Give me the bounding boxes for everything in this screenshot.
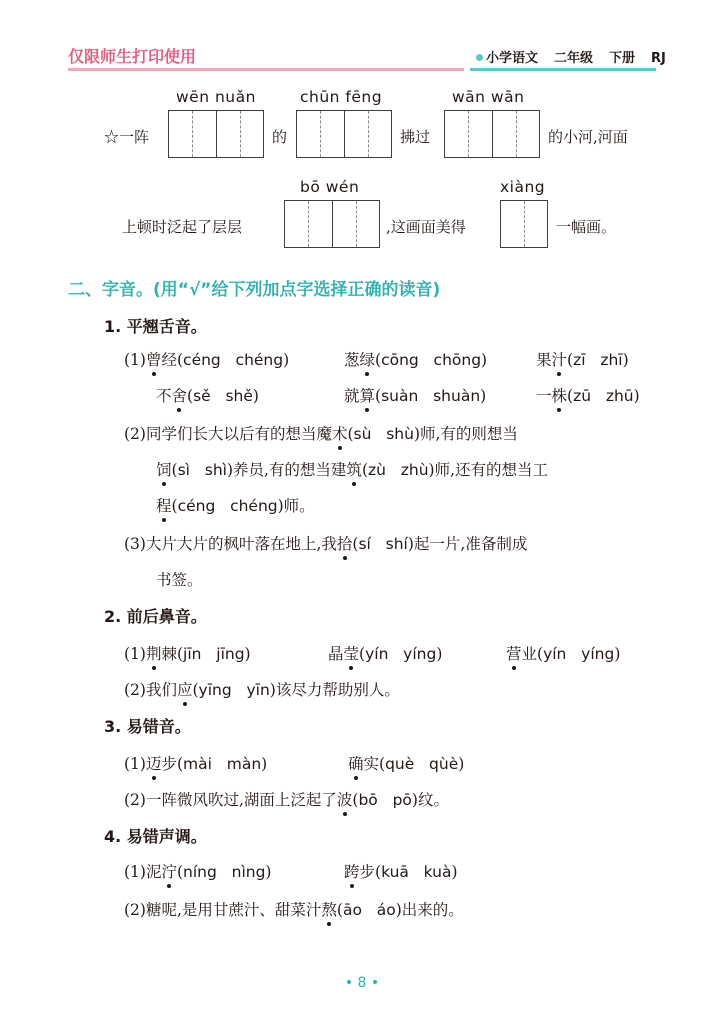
pinyin-choice[interactable]: zū zhū <box>573 387 634 405</box>
pinyin-choice[interactable]: sù shù <box>353 425 414 443</box>
sub4-item-1: (1)泥泞(níng nìng) <box>124 860 271 882</box>
pinyin-choice[interactable]: sí shí <box>358 535 408 553</box>
sub1-item-8: (3)大片大片的枫叶落在地上,我拾(sí shí)起一片,准备制成 <box>124 532 527 554</box>
header-grade: 二年级 <box>554 51 594 66</box>
sub1-item-3: 果汁(zī zhī) <box>536 348 629 370</box>
pinyin-choice[interactable]: suàn shuàn <box>381 387 481 405</box>
dotted-char: 迈 <box>146 752 162 774</box>
sub2-item-1: (1)荆棘(jīn jīng) <box>124 642 251 664</box>
sentence-part-5: 上顿时泛起了层层 <box>122 218 243 236</box>
dotted-char: 程 <box>156 494 172 516</box>
pinyin-choice[interactable]: céng chéng <box>177 497 278 515</box>
header-volume: 下册 <box>609 51 636 66</box>
pinyin-choice[interactable]: jīn jīng <box>183 645 245 663</box>
writing-grid-4[interactable] <box>284 200 380 248</box>
dotted-char: 应 <box>177 678 193 700</box>
sub3-title: 3. 易错音。 <box>104 717 191 736</box>
dotted-char: 舍 <box>172 384 188 406</box>
section-heading: 二、字音。(用“√”给下列加点字选择正确的读音) <box>68 280 441 300</box>
sub1-item-4: 不舍(sě shě) <box>156 384 259 406</box>
sub3-item-3: (2)一阵微风吹过,湖面上泛起了波(bō pō)纹。 <box>124 788 449 810</box>
header-title: 仅限师生打印使用 <box>68 47 197 66</box>
dotted-char: 确 <box>348 752 364 774</box>
dotted-char: 汁 <box>552 348 568 370</box>
dotted-char: 波 <box>337 788 353 810</box>
sub3-item-1: (1)迈步(mài màn) <box>124 752 267 774</box>
dotted-char: 曾 <box>146 348 162 370</box>
teal-dot-icon <box>476 54 483 61</box>
header-rule-pink <box>68 68 464 71</box>
dotted-char: 荆 <box>146 642 162 664</box>
pinyin-choice[interactable]: yín yíng <box>543 645 615 663</box>
pinyin-choice[interactable]: sì shì <box>177 461 227 479</box>
header-edition: RJ <box>651 51 666 66</box>
pinyin-choice[interactable]: níng nìng <box>183 863 266 881</box>
sub1-item-5: 就算(suàn shuàn) <box>344 384 486 406</box>
pinyin-wen-nuan: wēn nuǎn <box>176 88 256 106</box>
sub4-item-3: (2)糖呢,是用甘蔗汁、甜菜汁熬(āo áo)出来的。 <box>124 898 464 920</box>
header-subject: 小学语文 <box>486 51 539 66</box>
sub2-item-4: (2)我们应(yīng yīn)该尽力帮助别人。 <box>124 678 400 700</box>
pinyin-bo-wen: bō wén <box>300 178 360 196</box>
sub1-item-1: (1)曾经(céng chéng) <box>124 348 289 370</box>
sentence-part-2: 的 <box>272 128 288 146</box>
pinyin-chun-feng: chūn fēng <box>300 88 383 106</box>
sentence-part-1: ☆一阵 <box>104 128 150 146</box>
sub1-item-7-end: 程(céng chéng)师。 <box>156 494 315 516</box>
sub1-item-6: 一株(zū zhū) <box>536 384 640 406</box>
sub4-title: 4. 易错声调。 <box>104 827 207 846</box>
writing-grid-3[interactable] <box>444 110 540 158</box>
pinyin-choice[interactable]: cōng chōng <box>381 351 482 369</box>
pinyin-choice[interactable]: bō pō <box>358 791 412 809</box>
pinyin-wan-wan: wān wān <box>452 88 525 106</box>
sentence-part-3: 拂过 <box>400 128 431 146</box>
dotted-char: 绿 <box>360 348 376 370</box>
sub2-title: 2. 前后鼻音。 <box>104 607 207 626</box>
pinyin-choice[interactable]: zī zhī <box>573 351 623 369</box>
dotted-char: 拾 <box>337 532 353 554</box>
dotted-char: 营 <box>506 642 522 664</box>
sentence-part-7: 一幅画。 <box>556 218 617 236</box>
page-number: • 8 • <box>344 975 380 991</box>
sub1-item-7-cont: 饲(sì shì)养员,有的想当建筑(zù zhù)师,还有的想当工 <box>156 458 548 480</box>
pinyin-choice[interactable]: mài màn <box>183 755 262 773</box>
dotted-char: 莹 <box>344 642 360 664</box>
sub2-item-2: 晶莹(yín yíng) <box>328 642 442 664</box>
pinyin-choice[interactable]: céng chéng <box>183 351 284 369</box>
dotted-char: 熬 <box>321 898 337 920</box>
sub1-item-7: (2)同学们长大以后有的想当魔术(sù shù)师,有的则想当 <box>124 422 518 444</box>
pinyin-choice[interactable]: yīng yīn <box>198 681 270 699</box>
pinyin-choice[interactable]: zù zhù <box>368 461 429 479</box>
sub3-item-2: 确实(què qùè) <box>348 752 464 774</box>
pinyin-choice[interactable]: kuā kuà <box>381 863 452 881</box>
sub1-item-2: 葱绿(cōng chōng) <box>344 348 487 370</box>
dotted-char: 跨 <box>344 860 360 882</box>
dotted-char: 术 <box>332 422 348 444</box>
pinyin-choice[interactable]: yín yíng <box>365 645 437 663</box>
sub1-item-8-end: 书签。 <box>156 571 203 589</box>
dotted-char: 筑 <box>346 458 362 480</box>
pinyin-choice[interactable]: sě shě <box>193 387 253 405</box>
dotted-char: 饲 <box>156 458 172 480</box>
pinyin-xiang: xiàng <box>500 178 546 196</box>
header-book-info <box>476 47 666 66</box>
dotted-char: 泞 <box>161 860 177 882</box>
sentence-part-4: 的小河,河面 <box>548 128 628 146</box>
dotted-char: 算 <box>360 384 376 406</box>
writing-grid-2[interactable] <box>296 110 392 158</box>
writing-grid-5[interactable] <box>500 200 548 248</box>
dotted-char: 株 <box>552 384 568 406</box>
sentence-part-6: ,这画面美得 <box>386 218 466 236</box>
writing-grid-1[interactable] <box>168 110 264 158</box>
sub1-title: 1. 平翘舌音。 <box>104 317 207 336</box>
pinyin-choice[interactable]: āo áo <box>342 901 396 919</box>
pinyin-choice[interactable]: què qùè <box>385 755 459 773</box>
header-rule-teal <box>470 68 656 71</box>
sub2-item-3: 营业(yín yíng) <box>506 642 620 664</box>
sub4-item-2: 跨步(kuā kuà) <box>344 860 458 882</box>
